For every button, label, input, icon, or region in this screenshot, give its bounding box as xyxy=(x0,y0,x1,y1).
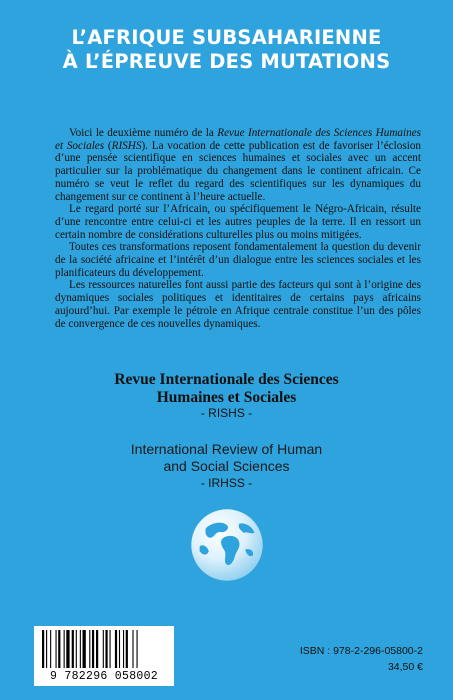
book-title-line1: L’AFRIQUE SUBSAHARIENNE xyxy=(71,26,382,49)
price: 34,50 € xyxy=(387,661,423,673)
blurb-text: ). La vocation de cette publication est de favoriser l’éclosion d’une pensée scientifique en sciences humaines et sociales avec un accent particulier sur la problématique du changement dans le continent africain. Ce numéro se veut le reflet du regard des scientifiques sur les dynamiques du changement sur ce continent à l’heure actuelle. xyxy=(55,139,422,203)
blurb-paragraph-1 xyxy=(55,127,421,203)
journal-abbr-en: - IRHSS - xyxy=(200,476,253,490)
journal-acronym-italic: RISHS xyxy=(111,139,142,152)
book-title-line2: À L’ÉPREUVE DES MUTATIONS xyxy=(62,50,391,73)
journal-title-en xyxy=(0,441,453,475)
globe-icon xyxy=(189,507,265,583)
blurb-paragraph-2: Le regard porté sur l’Africain, ou spécifiquement le Négro-Africain, résulte d’une rencontre entre celui-ci et les autres peuples de la terre. Il en ressort un certain nombre de considérations culturelles plus ou moins mitigées. xyxy=(55,203,421,241)
journal-abbr-fr: - RISHS - xyxy=(200,406,253,420)
barcode xyxy=(34,626,174,686)
journal-title-fr xyxy=(0,371,453,407)
blurb-text: Voici le deuxième numéro de la xyxy=(69,127,218,139)
blurb xyxy=(55,127,421,330)
isbn: ISBN : 978-2-296-05800-2 xyxy=(299,645,423,657)
barcode-number: 9 782296 058002 xyxy=(49,670,159,683)
barcode-bars xyxy=(40,630,168,670)
blurb-paragraph-3: Toutes ces transformations reposent fondamentalement la question du devenir de la société africaine et l’intérêt d’un dialogue entre les sciences sociales et les planificateurs du développement. xyxy=(55,241,421,279)
blurb-text: ( xyxy=(104,139,112,152)
journal-title-fr-line1: Revue Internationale des Sciences xyxy=(114,371,339,388)
journal-title-fr-line2: Humaines et Sociales xyxy=(156,389,297,406)
journal-title-en-line2: and Social Sciences xyxy=(163,458,290,474)
blurb-paragraph-4: Les ressources naturelles font aussi partie des facteurs qui sont à l’origine des dynamiques sociales politiques et identitaires de certains pays africains aujourd’hui. Par exemple le pétrole en Afrique centrale constitue l’un des pôles de convergence de ces nouvelles dynamiques. xyxy=(55,279,421,330)
book-title xyxy=(0,26,453,74)
journal-name-italic: Revue Internationale des Sciences Humaines et Sociales xyxy=(55,127,422,152)
journal-title-en-line1: International Review of Human xyxy=(130,441,323,457)
